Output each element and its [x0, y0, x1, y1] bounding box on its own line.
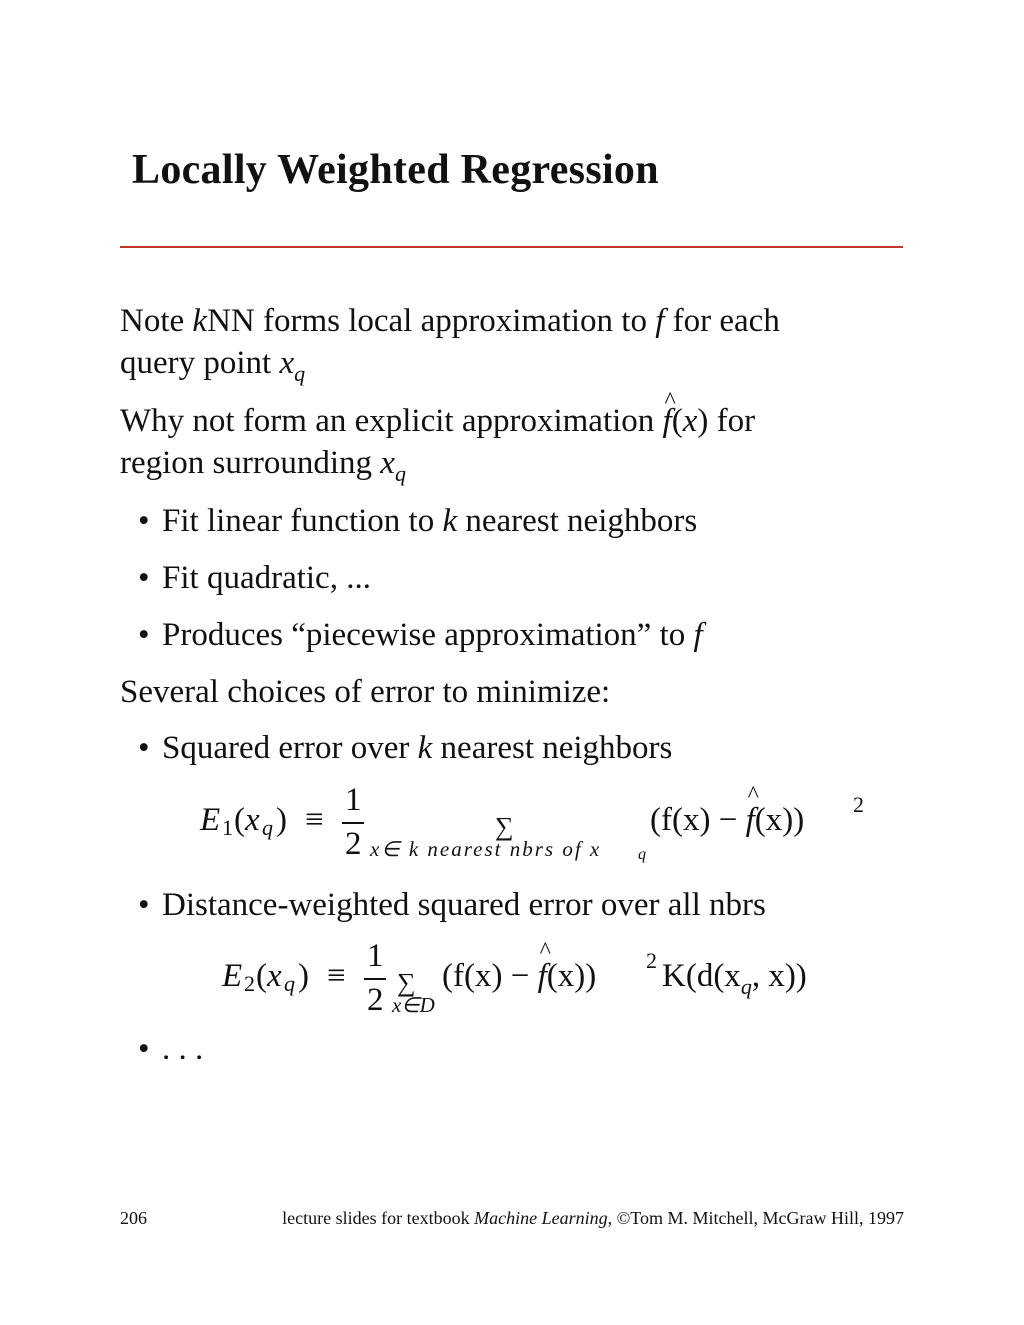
text-segment: Note [120, 303, 193, 339]
equation-e1 [200, 782, 900, 862]
eq2-square: 2 [646, 948, 657, 973]
math-f-hat: ^ f [663, 400, 672, 442]
text-segment: ( [671, 403, 683, 439]
text-segment: Squared error over [162, 730, 418, 766]
book-title: Machine Learning [474, 1208, 608, 1228]
math-var-x: x [279, 345, 295, 381]
eq1-lhs-subscript: 1 [222, 815, 233, 840]
eq1-body-a: (f(x) − [650, 802, 746, 838]
text-segment: region surrounding [120, 445, 381, 481]
eq2-lhs-q: q [284, 971, 295, 996]
text-segment: for each [664, 303, 780, 339]
footer-credit [282, 1208, 904, 1229]
math-f-hat: ^ f [538, 958, 547, 995]
page-number: 206 [120, 1208, 147, 1228]
bullet-icon: • [138, 730, 150, 766]
eq2-kernel-a: K(d(x [662, 958, 741, 994]
eq1-lhs-q: q [262, 815, 273, 840]
eq1-frac-bar [342, 822, 364, 824]
eq2-sum-symbol: ∑ [397, 968, 416, 997]
credit-text: lecture slides for textbook [282, 1208, 475, 1228]
eq1-sum-range-q: q [638, 846, 648, 863]
bullet-icon: • [138, 887, 150, 923]
eq2-frac-denominator: 2 [367, 982, 384, 1018]
math-var-f: f [693, 617, 703, 653]
eq2-equiv: ≡ [327, 958, 346, 994]
math-var-k: k [442, 503, 458, 539]
math-var-x: x [682, 403, 698, 439]
eq1-lhs-e: E [200, 802, 221, 838]
text-segment: query point [120, 345, 280, 381]
math-subscript-q: q [294, 361, 306, 386]
bullet-distance-weighted [120, 884, 952, 926]
eq2-kernel [662, 958, 807, 999]
bullet-icon: • [138, 503, 150, 539]
text-segment: nearest neighbors [457, 503, 698, 539]
paragraph-error-choices: Several choices of error to minimize: [120, 674, 611, 710]
eq2-body [442, 958, 596, 995]
eq1-equiv: ≡ [305, 802, 324, 838]
eq2-body-a: (f(x) − [442, 958, 538, 994]
eq1-sum-range: x∈ k nearest nbrs of x [370, 837, 602, 861]
eq2-kernel-b: , x)) [751, 958, 807, 994]
slide-body [120, 300, 910, 784]
eq2-frac-numerator: 1 [367, 938, 384, 974]
eq1-frac-denominator: 2 [345, 826, 362, 862]
eq2-paren: ) [298, 958, 309, 994]
text-segment: Produces “piecewise approximation” to [162, 617, 694, 653]
bullet-icon: • [138, 1031, 150, 1067]
bullet-icon: • [138, 560, 150, 596]
text-segment: Why not form an explicit approximation [120, 403, 663, 439]
eq1-lhs-x: x [245, 802, 260, 838]
text-segment: Distance-weighted squared error over all nbrs [162, 887, 766, 923]
paragraph-knn-note [120, 300, 910, 384]
eq2-kernel-q: q [740, 974, 752, 999]
text-segment: Fit linear function to [162, 503, 443, 539]
eq1-paren: ) [276, 802, 287, 838]
slide-title: Locally Weighted Regression [132, 147, 659, 193]
bullet-piecewise [120, 614, 910, 656]
math-subscript-q: q [394, 461, 406, 486]
paragraph-explicit-approx [120, 400, 910, 484]
eq2-paren: ( [256, 958, 267, 994]
bullet-fit-linear [120, 500, 910, 542]
title-divider [120, 246, 903, 248]
eq1-body-b: (x)) [754, 802, 805, 838]
math-var-k: k [192, 303, 208, 339]
math-var-f: f [655, 303, 665, 339]
eq1-body [650, 802, 804, 839]
eq2-body-b: (x)) [546, 958, 597, 994]
eq1-frac-numerator: 1 [345, 782, 362, 818]
bullet-ellipsis [120, 1028, 952, 1070]
bullet-icon: • [138, 617, 150, 653]
eq1-sum-symbol: ∑ [495, 812, 514, 841]
eq2-sum-range: x∈D [392, 993, 435, 1017]
text-segment: . . . [162, 1031, 204, 1067]
bullet-fit-quadratic [120, 557, 910, 599]
bullet-squared-error [120, 727, 910, 769]
math-var-k: k [417, 730, 433, 766]
eq2-lhs-x: x [267, 958, 282, 994]
text-segment: Fit quadratic, ... [162, 560, 371, 596]
eq1-square: 2 [853, 792, 864, 817]
equation-e2 [222, 938, 902, 1018]
text-segment: nearest neighbors [432, 730, 673, 766]
eq2-frac-bar [364, 978, 386, 980]
eq1-paren: ( [234, 802, 245, 838]
eq2-lhs-e: E [222, 958, 243, 994]
credit-text: , ©Tom M. Mitchell, McGraw Hill, 1997 [607, 1208, 904, 1228]
eq2-lhs-subscript: 2 [244, 971, 255, 996]
text-segment: NN forms local approximation to [207, 303, 656, 339]
text-segment: ) for [697, 403, 756, 439]
math-var-x: x [380, 445, 395, 481]
math-f-hat: ^ f [746, 802, 755, 839]
